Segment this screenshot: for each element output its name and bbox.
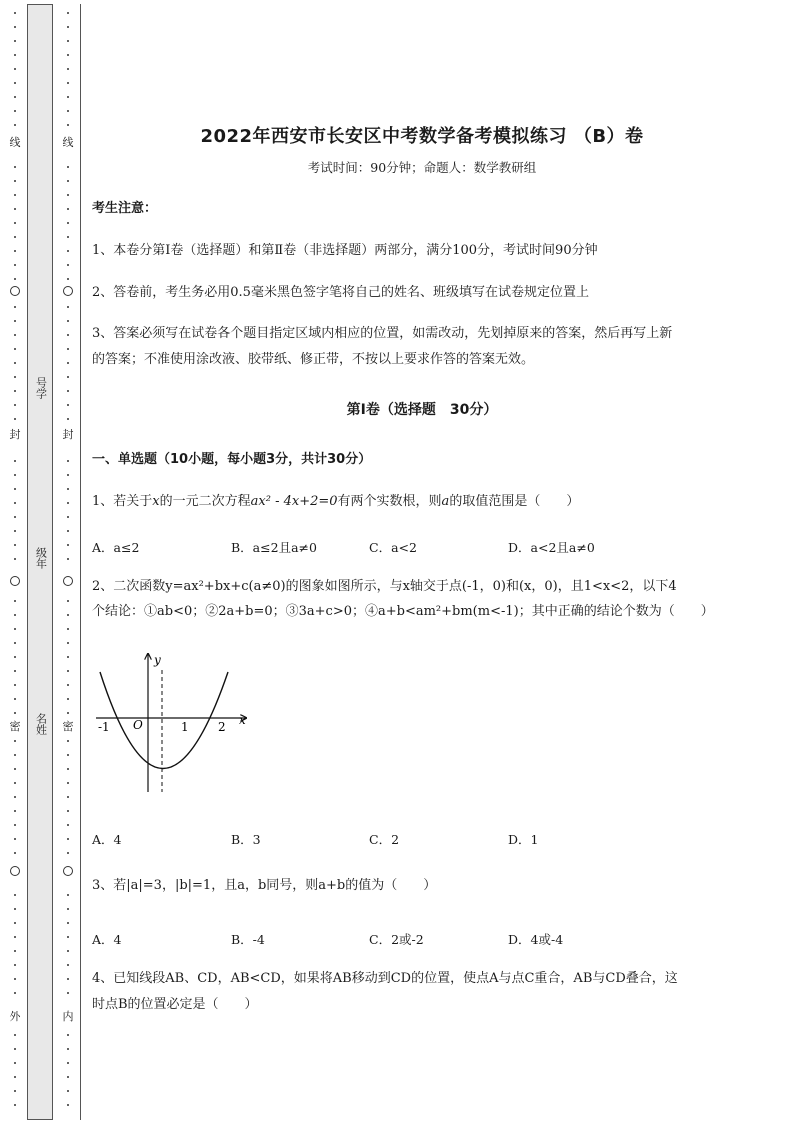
cut-line-dot bbox=[14, 390, 16, 392]
cut-line-dot bbox=[14, 82, 16, 84]
cut-line-dot bbox=[14, 1090, 16, 1092]
cut-line-dot bbox=[67, 68, 69, 70]
cut-line-dot bbox=[67, 754, 69, 756]
origin-label: O bbox=[133, 718, 143, 732]
question-3-stem: 3、若|a|=3，|b|=1，且a，b同号，则a+b的值为（ ） bbox=[92, 878, 437, 893]
cut-line-dot bbox=[14, 12, 16, 14]
cut-line-dot bbox=[14, 1048, 16, 1050]
cut-line-dot bbox=[67, 1076, 69, 1078]
cut-line-dot bbox=[14, 124, 16, 126]
cut-line-dot bbox=[14, 488, 16, 490]
cut-line-dot bbox=[67, 656, 69, 658]
cut-line-dot bbox=[67, 502, 69, 504]
notice-heading: 考生注意： bbox=[92, 201, 158, 216]
cut-line-dot bbox=[14, 222, 16, 224]
punch-hole-circle bbox=[63, 576, 73, 586]
cut-line-dot bbox=[67, 838, 69, 840]
cut-line-dot bbox=[14, 642, 16, 644]
cut-line-dot bbox=[67, 544, 69, 546]
exam-subtitle: 考试时间：90分钟；命题人：数学教研组 bbox=[307, 160, 537, 175]
cut-line-dot bbox=[14, 628, 16, 630]
margin-mark-mi: 密 bbox=[9, 720, 21, 733]
cut-line-dot bbox=[14, 796, 16, 798]
cut-line-dot bbox=[14, 516, 16, 518]
question-1-option-a: A．a≤2 bbox=[92, 540, 140, 555]
x-axis-label: x bbox=[239, 713, 246, 727]
field-label-grade: 级年 bbox=[34, 547, 48, 569]
cut-line-dot bbox=[14, 530, 16, 532]
cut-line-dot bbox=[14, 348, 16, 350]
outer-dotted-cut-line bbox=[9, 4, 21, 1119]
cut-line-dot bbox=[67, 768, 69, 770]
cut-line-dot bbox=[67, 390, 69, 392]
cut-line-dot bbox=[14, 250, 16, 252]
cut-line-dot bbox=[14, 684, 16, 686]
cut-line-dot bbox=[14, 978, 16, 980]
cut-line-dot bbox=[67, 600, 69, 602]
cut-line-dot bbox=[67, 334, 69, 336]
cut-line-dot bbox=[14, 460, 16, 462]
notice-item: 的答案；不准使用涂改液、胶带纸、修正带，不按以上要求作答的答案无效。 bbox=[92, 352, 535, 367]
cut-line-dot bbox=[14, 558, 16, 560]
question-2-stem-line-2: 个结论：①ab<0；②2a+b=0；③3a+c>0；④a+b<am²+bm(m<-1)；其中正确的结论个数为（ ） bbox=[92, 604, 714, 619]
cut-line-dot bbox=[67, 824, 69, 826]
parabola-graph bbox=[92, 650, 262, 800]
cut-line-dot bbox=[14, 1104, 16, 1106]
cut-line-dot bbox=[67, 670, 69, 672]
cut-line-dot bbox=[14, 740, 16, 742]
cut-line-dot bbox=[67, 782, 69, 784]
field-label-student-number: 号学 bbox=[34, 377, 48, 399]
punch-hole-circle bbox=[63, 866, 73, 876]
punch-hole-circle bbox=[63, 286, 73, 296]
question-4-stem-line-2: 时点B的位置必定是（ ） bbox=[92, 997, 258, 1012]
cut-line-dot bbox=[14, 698, 16, 700]
cut-line-dot bbox=[67, 1048, 69, 1050]
cut-line-dot bbox=[67, 852, 69, 854]
question-2-option-a: A．4 bbox=[92, 832, 122, 847]
cut-line-dot bbox=[14, 26, 16, 28]
cut-line-dot bbox=[14, 110, 16, 112]
margin-mark-feng: 封 bbox=[62, 428, 74, 441]
cut-line-dot bbox=[14, 334, 16, 336]
section-title: 第I卷（选择题 30分） bbox=[346, 402, 498, 418]
cut-line-dot bbox=[67, 194, 69, 196]
cut-line-dot bbox=[14, 180, 16, 182]
cut-line-dot bbox=[14, 922, 16, 924]
cut-line-dot bbox=[14, 768, 16, 770]
cut-line-dot bbox=[67, 474, 69, 476]
cut-line-dot bbox=[67, 418, 69, 420]
cut-line-dot bbox=[14, 320, 16, 322]
notice-item: 1、本卷分第I卷（选择题）和第Ⅱ卷（非选择题）两部分，满分100分，考试时间90分钟 bbox=[92, 243, 598, 258]
notice-item: 2、答卷前，考生务必用0.5毫米黑色签字笔将自己的姓名、班级填写在试卷规定位置上 bbox=[92, 285, 589, 300]
cut-line-dot bbox=[14, 1062, 16, 1064]
cut-line-dot bbox=[67, 40, 69, 42]
cut-line-dot bbox=[14, 936, 16, 938]
cut-line-dot bbox=[14, 68, 16, 70]
cut-line-dot bbox=[14, 404, 16, 406]
parabola-curve bbox=[100, 672, 228, 769]
cut-line-dot bbox=[67, 796, 69, 798]
y-axis-label: y bbox=[154, 653, 161, 667]
cut-line-dot bbox=[67, 306, 69, 308]
cut-line-dot bbox=[67, 236, 69, 238]
cut-line-dot bbox=[67, 894, 69, 896]
cut-line-dot bbox=[14, 656, 16, 658]
margin-mark-xian: 线 bbox=[62, 136, 74, 149]
tick-label-one: 1 bbox=[181, 720, 189, 734]
question-3-option-a: A．4 bbox=[92, 932, 122, 947]
cut-line-dot bbox=[14, 600, 16, 602]
cut-line-dot bbox=[14, 362, 16, 364]
punch-hole-circle bbox=[10, 286, 20, 296]
cut-line-dot bbox=[67, 1090, 69, 1092]
cut-line-dot bbox=[67, 460, 69, 462]
cut-line-dot bbox=[14, 852, 16, 854]
margin-mark-feng: 封 bbox=[9, 428, 21, 441]
cut-line-dot bbox=[67, 250, 69, 252]
cut-line-dot bbox=[67, 922, 69, 924]
tick-label-two: 2 bbox=[218, 720, 226, 734]
cut-line-dot bbox=[14, 502, 16, 504]
cut-line-dot bbox=[67, 516, 69, 518]
cut-line-dot bbox=[67, 530, 69, 532]
cut-line-dot bbox=[67, 124, 69, 126]
cut-line-dot bbox=[67, 488, 69, 490]
cut-line-dot bbox=[14, 306, 16, 308]
cut-line-dot bbox=[67, 642, 69, 644]
cut-line-dot bbox=[67, 950, 69, 952]
cut-line-dot bbox=[67, 208, 69, 210]
cut-line-dot bbox=[67, 348, 69, 350]
cut-line-dot bbox=[14, 838, 16, 840]
cut-line-dot bbox=[67, 936, 69, 938]
cut-line-dot bbox=[14, 712, 16, 714]
margin-mark-mi: 密 bbox=[62, 720, 74, 733]
question-2-option-b: B．3 bbox=[231, 832, 261, 847]
cut-line-dot bbox=[67, 180, 69, 182]
cut-line-dot bbox=[67, 222, 69, 224]
cut-line-dot bbox=[67, 264, 69, 266]
cut-line-dot bbox=[14, 236, 16, 238]
margin-mark-wai: 外 bbox=[9, 1010, 21, 1023]
cut-line-dot bbox=[14, 544, 16, 546]
student-info-band bbox=[27, 4, 53, 1120]
punch-hole-circle bbox=[10, 866, 20, 876]
cut-line-dot bbox=[67, 54, 69, 56]
cut-line-dot bbox=[67, 684, 69, 686]
cut-line-dot bbox=[14, 54, 16, 56]
question-3-option-b: B．-4 bbox=[231, 932, 265, 947]
cut-line-dot bbox=[67, 1104, 69, 1106]
cut-line-dot bbox=[14, 208, 16, 210]
margin-mark-nei: 内 bbox=[62, 1010, 74, 1023]
part-title: 一、单选题（10小题，每小题3分，共计30分） bbox=[92, 452, 372, 467]
cut-line-dot bbox=[14, 908, 16, 910]
question-1-option-d: D．a<2且a≠0 bbox=[508, 540, 595, 555]
margin-border-line bbox=[80, 4, 81, 1120]
cut-line-dot bbox=[14, 474, 16, 476]
cut-line-dot bbox=[14, 670, 16, 672]
cut-line-dot bbox=[14, 754, 16, 756]
question-3-option-d: D．4或-4 bbox=[508, 932, 564, 947]
cut-line-dot bbox=[67, 26, 69, 28]
field-label-name: 名姓 bbox=[34, 713, 48, 735]
cut-line-dot bbox=[14, 992, 16, 994]
cut-line-dot bbox=[14, 418, 16, 420]
cut-line-dot bbox=[14, 166, 16, 168]
cut-line-dot bbox=[67, 614, 69, 616]
notice-item: 3、答案必须写在试卷各个题目指定区域内相应的位置，如需改动，先划掉原来的答案，然后再写上新 bbox=[92, 326, 673, 341]
cut-line-dot bbox=[67, 810, 69, 812]
question-3-option-c: C．2或-2 bbox=[369, 932, 424, 947]
question-2-stem-line-1: 2、二次函数y=ax²+bx+c(a≠0)的图象如图所示，与x轴交于点(-1，0)和(x，0)，且1<x<2，以下4 bbox=[92, 579, 677, 594]
cut-line-dot bbox=[67, 1062, 69, 1064]
cut-line-dot bbox=[67, 110, 69, 112]
cut-line-dot bbox=[14, 810, 16, 812]
cut-line-dot bbox=[14, 40, 16, 42]
cut-line-dot bbox=[67, 978, 69, 980]
cut-line-dot bbox=[67, 908, 69, 910]
cut-line-dot bbox=[67, 82, 69, 84]
cut-line-dot bbox=[67, 558, 69, 560]
cut-line-dot bbox=[67, 992, 69, 994]
cut-line-dot bbox=[67, 96, 69, 98]
cut-line-dot bbox=[67, 278, 69, 280]
cut-line-dot bbox=[14, 950, 16, 952]
cut-line-dot bbox=[67, 320, 69, 322]
cut-line-dot bbox=[14, 96, 16, 98]
punch-hole-circle bbox=[10, 576, 20, 586]
cut-line-dot bbox=[67, 628, 69, 630]
binding-margin bbox=[0, 0, 84, 1123]
cut-line-dot bbox=[14, 1076, 16, 1078]
question-1-option-b: B．a≤2且a≠0 bbox=[231, 540, 317, 555]
cut-line-dot bbox=[67, 404, 69, 406]
cut-line-dot bbox=[14, 782, 16, 784]
cut-line-dot bbox=[67, 712, 69, 714]
cut-line-dot bbox=[14, 824, 16, 826]
cut-line-dot bbox=[14, 376, 16, 378]
exam-title: 2022年西安市长安区中考数学备考模拟练习 （B）卷 bbox=[200, 126, 644, 147]
cut-line-dot bbox=[14, 264, 16, 266]
cut-line-dot bbox=[14, 194, 16, 196]
cut-line-dot bbox=[14, 278, 16, 280]
question-4-stem-line-1: 4、已知线段AB、CD，AB<CD，如果将AB移动到CD的位置，使点A与点C重合，AB与CD叠合，这 bbox=[92, 971, 678, 986]
cut-line-dot bbox=[14, 964, 16, 966]
tick-label-neg-one: -1 bbox=[98, 720, 110, 734]
cut-line-dot bbox=[14, 894, 16, 896]
question-1-stem: 1、若关于x的一元二次方程ax² - 4x+2=0有两个实数根，则a的取值范围是（ ） bbox=[92, 494, 580, 509]
cut-line-dot bbox=[67, 166, 69, 168]
cut-line-dot bbox=[14, 1034, 16, 1036]
question-2-option-d: D．1 bbox=[508, 832, 539, 847]
question-2-option-c: C．2 bbox=[369, 832, 400, 847]
cut-line-dot bbox=[67, 376, 69, 378]
margin-mark-xian: 线 bbox=[9, 136, 21, 149]
cut-line-dot bbox=[67, 1034, 69, 1036]
cut-line-dot bbox=[67, 964, 69, 966]
cut-line-dot bbox=[67, 698, 69, 700]
cut-line-dot bbox=[67, 362, 69, 364]
question-1-option-c: C．a<2 bbox=[369, 540, 417, 555]
cut-line-dot bbox=[67, 12, 69, 14]
cut-line-dot bbox=[14, 614, 16, 616]
cut-line-dot bbox=[67, 740, 69, 742]
inner-dotted-cut-line bbox=[62, 4, 74, 1119]
